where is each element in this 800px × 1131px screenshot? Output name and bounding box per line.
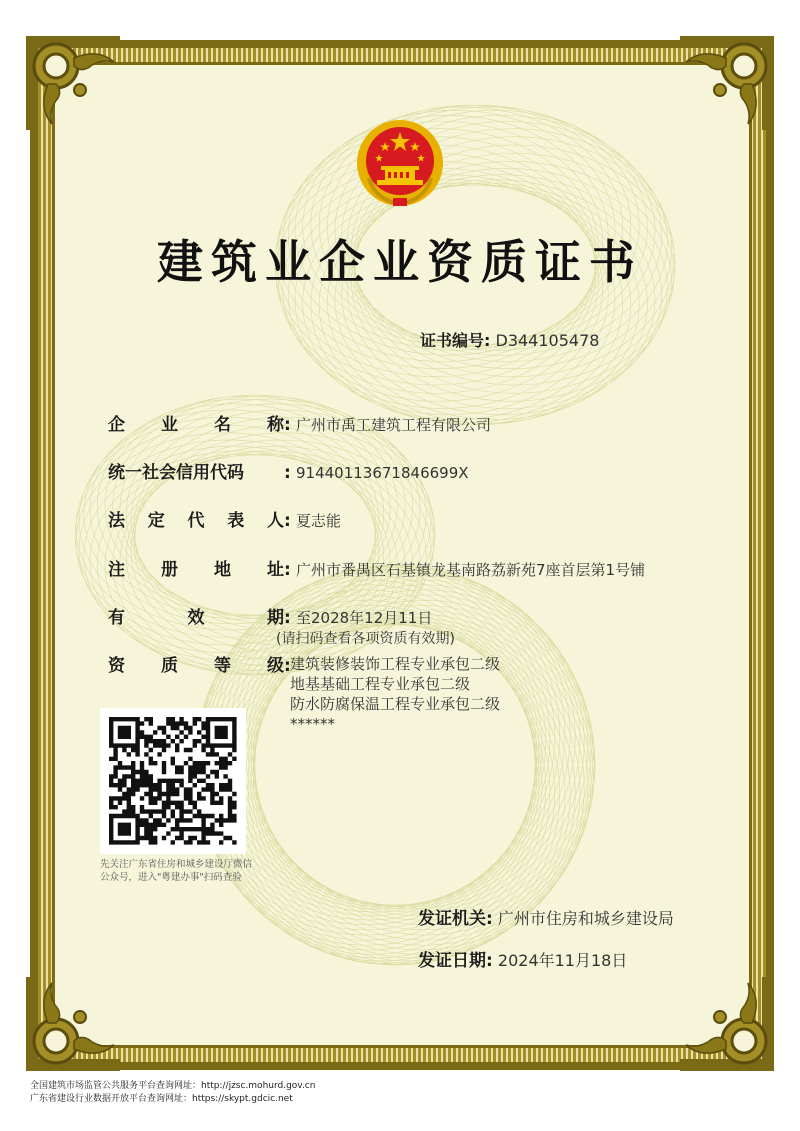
address-label: 注 册 地 址 [108, 560, 284, 580]
company-name-row [108, 410, 491, 435]
qr-code[interactable] [100, 708, 246, 854]
corner-ornament-icon [18, 969, 128, 1079]
address-row [108, 555, 645, 580]
national-emblem-icon [355, 118, 445, 208]
qr-code-icon [100, 708, 246, 854]
validity-label: 有 效 期 [108, 608, 284, 628]
issue-date-value: 2024年11月18日 [497, 951, 628, 970]
issue-date [418, 946, 627, 971]
colon: : [284, 560, 291, 580]
colon: : [284, 656, 291, 676]
colon: : [284, 608, 291, 628]
issuer-value: 广州市住房和城乡建设局 [497, 909, 674, 928]
certificate-number-label: 证书编号: [420, 331, 491, 350]
certificate-title: 建筑业企业资质证书 [157, 235, 643, 289]
validity-note: (请扫码查看各项资质有效期) [276, 631, 455, 647]
credit-code-label: 统一社会信用代码 [108, 463, 244, 483]
legal-rep-label: 法 定 代 表 人 [108, 511, 284, 531]
company-name-label: 企 业 名 称 [108, 415, 284, 435]
qr-note: 先关注广东省住房和城乡建设厅微信公众号，进入"粤建办事"扫码查验 [100, 859, 253, 883]
qualification-label: 资 质 等 级 [108, 656, 284, 676]
footer-line: 广东省建设行业数据开放平台查询网址：https://skypt.gdcic.net [30, 1094, 293, 1104]
issue-date-label: 发证日期: [418, 951, 493, 971]
footer [30, 1080, 315, 1106]
footer-line: 全国建筑市场监管公共服务平台查询网址：http://jzsc.mohurd.gov.cn [30, 1081, 316, 1091]
validity-row [108, 603, 432, 628]
legal-rep-value: 夏志能 [296, 512, 342, 530]
credit-code-row [108, 458, 469, 483]
qualification-row [108, 651, 294, 676]
credit-code-value: 91440113671846699X [296, 464, 469, 482]
certificate-number [420, 328, 599, 351]
qualification-item: ****** [290, 715, 335, 733]
validity-value: 至2028年12月11日 [296, 609, 433, 627]
colon: : [284, 511, 291, 531]
issuer-label: 发证机关: [418, 909, 493, 929]
legal-rep-row [108, 506, 341, 531]
qualification-item: 建筑装修装饰工程专业承包二级 [290, 655, 501, 673]
colon: : [284, 463, 291, 483]
address-value: 广州市番禺区石基镇龙基南路荔新苑7座首层第1号铺 [296, 561, 646, 579]
qualification-item: 防水防腐保温工程专业承包二级 [290, 695, 501, 713]
certificate-number-value: D344105478 [495, 331, 600, 350]
issuer [418, 904, 674, 929]
corner-ornament-icon [18, 28, 128, 138]
corner-ornament-icon [672, 28, 782, 138]
qualification-list [290, 654, 500, 734]
corner-ornament-icon [672, 969, 782, 1079]
company-name-value: 广州市禹工建筑工程有限公司 [296, 416, 492, 434]
colon: : [284, 415, 291, 435]
qualification-item: 地基基础工程专业承包二级 [290, 675, 471, 693]
